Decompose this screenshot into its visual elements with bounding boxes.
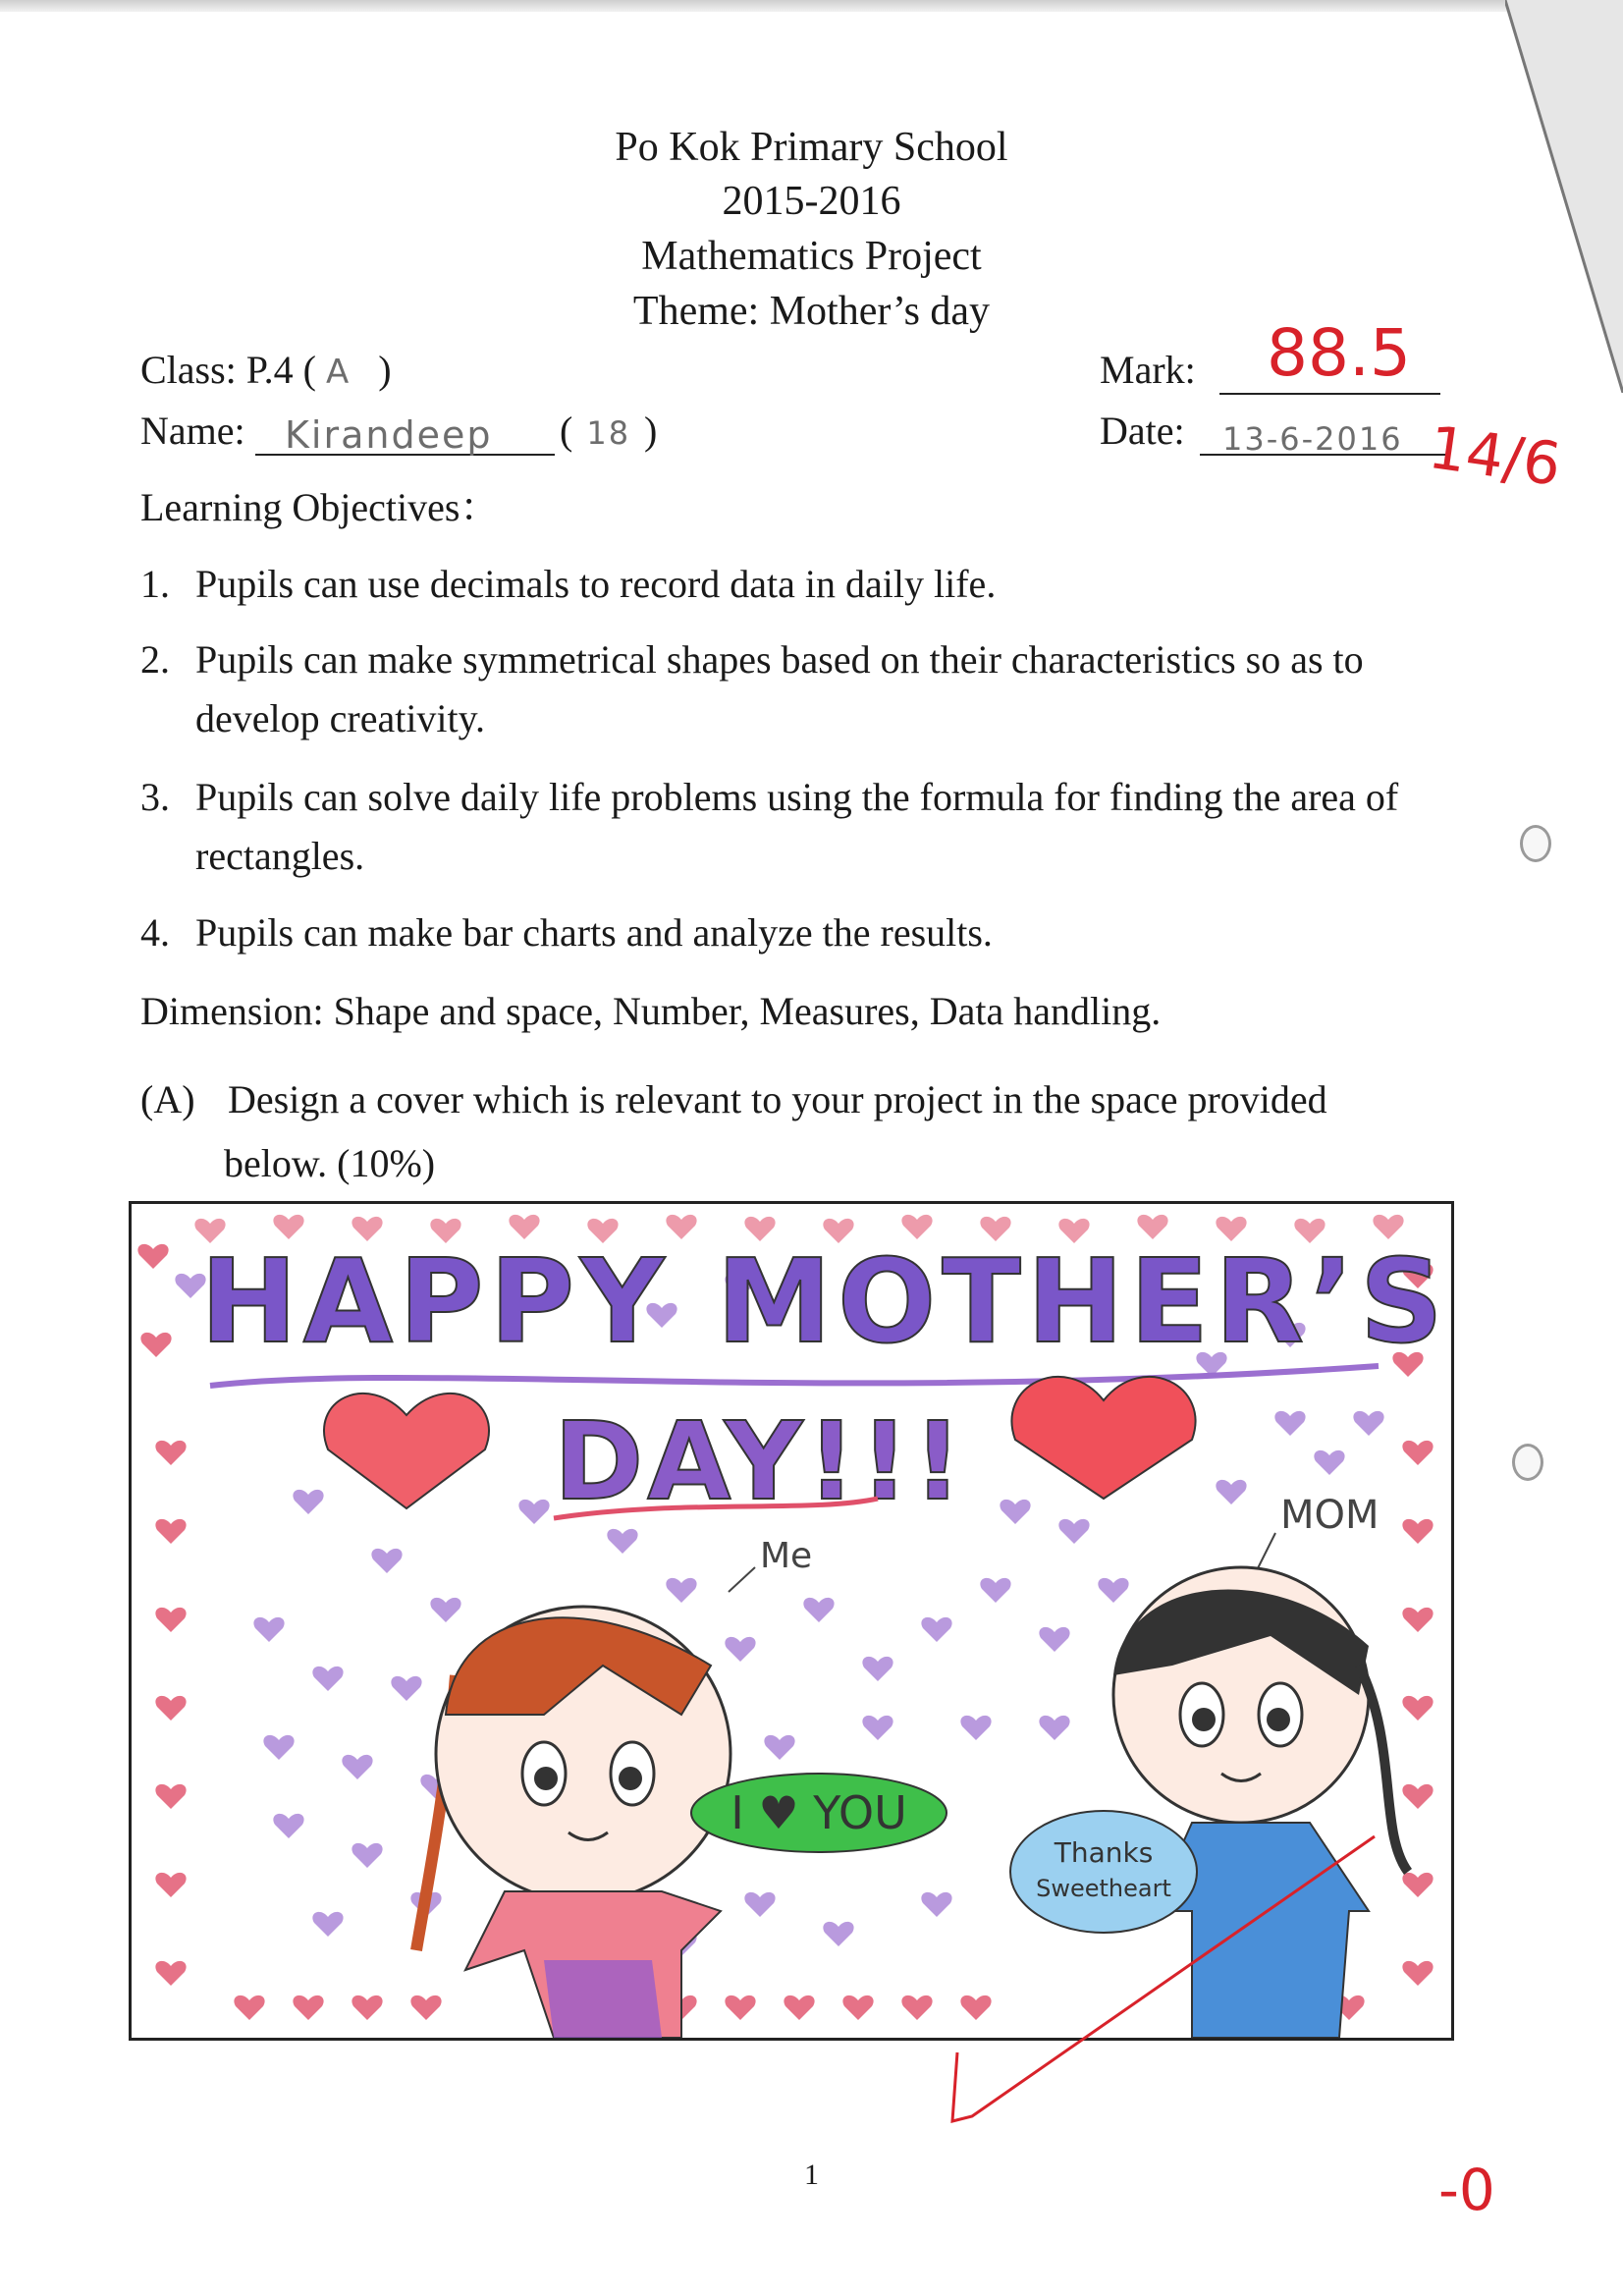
objective-text: Pupils can solve daily life problems using the formula for finding the area of <box>195 775 1399 819</box>
class-value: A <box>325 353 352 392</box>
mom-label: MOM <box>1280 1493 1380 1538</box>
class-close: ) <box>378 348 392 392</box>
me-label: Me <box>760 1536 813 1576</box>
project-title: Mathematics Project <box>641 234 982 279</box>
objective-number: 2. <box>140 637 170 682</box>
girl-figure <box>416 1607 730 2038</box>
class-number-field: ( 18 ) <box>560 409 658 453</box>
date-label: Date: <box>1100 409 1185 453</box>
objective-number: 3. <box>140 775 170 819</box>
mark-underline <box>1219 393 1440 395</box>
grader-deduction: -0 <box>1438 2157 1495 2223</box>
name-field-label: Name: <box>140 409 245 453</box>
objective-text-cont: develop creativity. <box>195 696 486 740</box>
objective-number: 1. <box>140 562 170 606</box>
objective-item-3 <box>140 768 1544 886</box>
objective-number: 4. <box>140 910 170 955</box>
objective-text-cont: rectangles. <box>195 834 365 878</box>
objective-item-2 <box>140 630 1544 748</box>
student-name: Kirandeep <box>285 413 493 457</box>
scan-edge <box>0 0 1623 12</box>
class-label: Class: P.4 ( <box>140 348 316 392</box>
grader-tick <box>933 1807 1424 2141</box>
school-year: 2015-2016 <box>722 179 901 224</box>
dimension-text: Dimension: Shape and space, Number, Measures, Data handling. <box>140 989 1162 1033</box>
mark-value: 88.5 <box>1267 315 1411 391</box>
thanks-bubble-line2: Sweetheart <box>1036 1875 1171 1902</box>
big-heart-right <box>1011 1377 1195 1499</box>
cover-title-line2: DAY!!! <box>554 1398 967 1524</box>
love-bubble-text: I ♥ YOU <box>730 1786 907 1839</box>
project-theme: Theme: Mother’s day <box>632 289 991 334</box>
objective-item-1 <box>140 555 1544 614</box>
objective-text: Pupils can make symmetrical shapes based on their characteristics so as to <box>195 637 1364 682</box>
school-name: Po Kok Primary School <box>615 125 1008 170</box>
objective-item-4 <box>140 903 1544 962</box>
objective-text: Pupils can use decimals to record data in daily life. <box>195 562 997 606</box>
cover-title-line1: HAPPY MOTHER’S <box>200 1233 1449 1369</box>
title-underline <box>210 1366 1379 1386</box>
date-value: 13-6-2016 <box>1222 420 1403 458</box>
mark-label: Mark: <box>1100 348 1196 392</box>
big-heart-left <box>324 1394 489 1508</box>
objectives-heading: Learning Objectives： <box>140 485 500 529</box>
thanks-bubble-line1: Thanks <box>1054 1836 1154 1869</box>
heart-border-left <box>137 1244 186 1986</box>
objective-text: Pupils can make bar charts and analyze the results. <box>195 910 993 955</box>
section-a-label: (A) <box>140 1077 195 1121</box>
page-number: 1 <box>804 2159 819 2191</box>
section-a-line1: Design a cover which is relevant to your project in the space provided <box>228 1077 1327 1121</box>
grader-date: 14/6 <box>1424 412 1565 501</box>
class-number: 18 <box>586 414 631 452</box>
binder-hole <box>1520 825 1551 862</box>
binder-hole <box>1512 1444 1543 1481</box>
section-a-line2: below. (10%) <box>224 1141 436 1185</box>
class-field <box>140 346 392 397</box>
